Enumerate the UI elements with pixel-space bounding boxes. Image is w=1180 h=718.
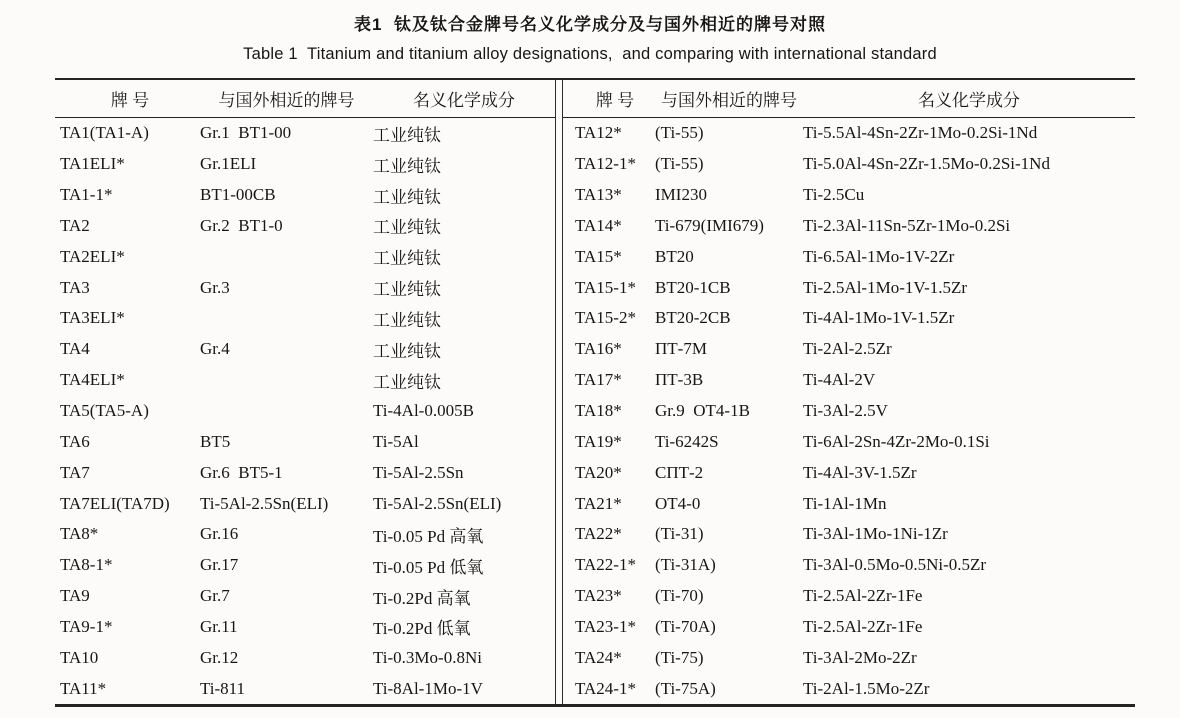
table-row xyxy=(563,211,1135,242)
designation-cell: TA24* xyxy=(575,647,622,667)
foreign-grade-cell: Gr.1ELI xyxy=(200,154,257,174)
table-row xyxy=(563,673,1135,704)
composition-cell: Ti-2Al-2.5Zr xyxy=(803,339,892,359)
composition-cell: Ti-6.5Al-1Mo-1V-2Zr xyxy=(803,246,955,266)
table-row xyxy=(563,519,1135,550)
designation-cell: TA5(TA5-A) xyxy=(60,401,149,421)
foreign-grade-cell: Gr.11 xyxy=(200,616,238,636)
composition-cell: Ti-5Al xyxy=(373,431,419,451)
composition-cell: Ti-2.5Al-2Zr-1Fe xyxy=(803,586,923,606)
designation-cell: TA15-1* xyxy=(575,277,636,297)
composition-cell: Ti-3Al-2.5V xyxy=(803,401,888,421)
designation-cell: TA7 xyxy=(60,462,90,482)
table-row xyxy=(55,457,555,488)
composition-cell: Ti-0.2Pd 低氧 xyxy=(373,619,471,639)
foreign-grade-cell: (Ti-75A) xyxy=(655,678,716,698)
designation-cell: TA17* xyxy=(575,370,622,390)
composition-cell: Ti-2Al-1.5Mo-2Zr xyxy=(803,678,930,698)
double-rule-divider xyxy=(555,80,563,704)
table-row xyxy=(55,365,555,396)
designation-cell: TA23* xyxy=(575,586,622,606)
designation-cell: TA11* xyxy=(60,678,107,698)
designation-cell: TA21* xyxy=(575,493,622,513)
header-designation: 牌 号 xyxy=(595,91,635,110)
composition-cell: 工业纯钛 xyxy=(373,125,441,145)
foreign-grade-cell: СПТ-2 xyxy=(655,462,704,482)
foreign-grade-cell: OT4-0 xyxy=(655,493,701,513)
foreign-grade-cell: ПТ-7M xyxy=(655,339,707,359)
foreign-grade-cell: (Ti-70A) xyxy=(655,616,716,636)
table-row xyxy=(563,642,1135,673)
designation-cell: TA10 xyxy=(60,647,99,667)
designation-cell: TA24-1* xyxy=(575,678,636,698)
foreign-grade-cell: Ti-679(IMI679) xyxy=(655,215,764,235)
foreign-grade-cell: Gr.2 BT1-0 xyxy=(200,215,283,235)
table-row xyxy=(563,118,1135,149)
foreign-grade-cell: (Ti-55) xyxy=(655,123,704,143)
foreign-grade-cell: Ti-811 xyxy=(200,678,246,698)
composition-cell: 工业纯钛 xyxy=(373,218,441,238)
designation-cell: TA22* xyxy=(575,524,622,544)
composition-cell: Ti-1Al-1Mn xyxy=(803,493,887,513)
designation-cell: TA15-2* xyxy=(575,308,636,328)
header-foreign-grade: 与国外相近的牌号 xyxy=(661,91,797,110)
table-row xyxy=(563,365,1135,396)
foreign-grade-cell: IMI230 xyxy=(655,185,707,205)
designation-cell: TA7ELI(TA7D) xyxy=(60,493,170,513)
alloy-designation-table xyxy=(55,78,1135,707)
table-row xyxy=(55,426,555,457)
composition-cell: Ti-0.3Mo-0.8Ni xyxy=(373,647,482,667)
composition-cell: Ti-0.2Pd 高氧 xyxy=(373,588,471,608)
foreign-grade-cell: Ti-5Al-2.5Sn(ELI) xyxy=(200,493,329,513)
designation-cell: TA13* xyxy=(575,185,622,205)
composition-cell: 工业纯钛 xyxy=(373,310,441,330)
table-row xyxy=(563,396,1135,427)
table-row xyxy=(55,612,555,643)
foreign-grade-cell: BT20-2CB xyxy=(655,308,731,328)
table-row xyxy=(55,673,555,704)
table-row xyxy=(563,180,1135,211)
designation-cell: TA19* xyxy=(575,431,622,451)
table-title-english: Table 1 Titanium and titanium alloy designations, and comparing with international standard xyxy=(243,45,937,63)
table-title-chinese: 表1 钛及钛合金牌号名义化学成分及与国外相近的牌号对照 xyxy=(354,15,826,34)
table-row xyxy=(55,211,555,242)
designation-cell: TA2 xyxy=(60,215,90,235)
header-composition: 名义化学成分 xyxy=(413,91,515,110)
composition-cell: Ti-4Al-0.005B xyxy=(373,401,474,421)
table-row xyxy=(563,149,1135,180)
composition-cell: 工业纯钛 xyxy=(373,156,441,176)
table-row xyxy=(563,334,1135,365)
foreign-grade-cell: Gr.16 xyxy=(200,524,239,544)
table-row xyxy=(55,180,555,211)
header-composition: 名义化学成分 xyxy=(918,91,1020,110)
table-row xyxy=(563,612,1135,643)
table-row xyxy=(563,550,1135,581)
table-row xyxy=(55,118,555,149)
foreign-grade-cell: BT1-00CB xyxy=(200,185,276,205)
foreign-grade-cell: (Ti-55) xyxy=(655,154,704,174)
right-table-body xyxy=(563,118,1135,704)
table-row xyxy=(563,581,1135,612)
composition-cell: Ti-2.5Al-1Mo-1V-1.5Zr xyxy=(803,277,968,297)
foreign-grade-cell: Gr.6 BT5-1 xyxy=(200,462,283,482)
left-table xyxy=(55,80,555,704)
designation-cell: TA12-1* xyxy=(575,154,636,174)
designation-cell: TA9 xyxy=(60,586,90,606)
designation-cell: TA1(TA1-A) xyxy=(60,123,149,143)
foreign-grade-cell: Gr.4 xyxy=(200,339,230,359)
foreign-grade-cell: (Ti-31A) xyxy=(655,555,716,575)
table-row xyxy=(55,272,555,303)
composition-cell: Ti-2.3Al-11Sn-5Zr-1Mo-0.2Si xyxy=(803,215,1011,235)
composition-cell: Ti-4Al-1Mo-1V-1.5Zr xyxy=(803,308,955,328)
composition-cell: Ti-6Al-2Sn-4Zr-2Mo-0.1Si xyxy=(803,431,990,451)
table-row xyxy=(563,426,1135,457)
composition-cell: Ti-5.5Al-4Sn-2Zr-1Mo-0.2Si-1Nd xyxy=(803,123,1038,143)
composition-cell: 工业纯钛 xyxy=(373,249,441,269)
table-row xyxy=(55,488,555,519)
foreign-grade-cell: Gr.9 OT4-1B xyxy=(655,401,750,421)
designation-cell: TA22-1* xyxy=(575,555,636,575)
designation-cell: TA20* xyxy=(575,462,622,482)
table-row xyxy=(563,241,1135,272)
designation-cell: TA15* xyxy=(575,246,622,266)
right-table-header xyxy=(563,80,1135,118)
composition-cell: Ti-3Al-1Mo-1Ni-1Zr xyxy=(803,524,948,544)
table-row xyxy=(55,241,555,272)
composition-cell: Ti-4Al-3V-1.5Zr xyxy=(803,462,917,482)
header-foreign-grade: 与国外相近的牌号 xyxy=(218,91,355,110)
composition-cell: Ti-4Al-2V xyxy=(803,370,876,390)
foreign-grade-cell: ПТ-3B xyxy=(655,370,704,390)
designation-cell: TA12* xyxy=(575,123,622,143)
foreign-grade-cell: Gr.12 xyxy=(200,647,239,667)
table-row xyxy=(563,457,1135,488)
table-row xyxy=(55,519,555,550)
table-row xyxy=(563,272,1135,303)
composition-cell: Ti-5.0Al-4Sn-2Zr-1.5Mo-0.2Si-1Nd xyxy=(803,154,1050,174)
foreign-grade-cell: Gr.1 BT1-00 xyxy=(200,123,292,143)
table-row xyxy=(55,581,555,612)
table-row xyxy=(55,334,555,365)
table-row xyxy=(55,396,555,427)
foreign-grade-cell: (Ti-31) xyxy=(655,524,704,544)
table-row xyxy=(563,303,1135,334)
composition-cell: 工业纯钛 xyxy=(373,372,441,392)
foreign-grade-cell: Gr.17 xyxy=(200,555,239,575)
composition-cell: Ti-0.05 Pd 低氧 xyxy=(373,557,484,577)
designation-cell: TA4ELI* xyxy=(60,370,125,390)
table-row xyxy=(563,488,1135,519)
left-table-header xyxy=(55,80,555,118)
table-row xyxy=(55,303,555,334)
composition-cell: Ti-2.5Cu xyxy=(803,185,865,205)
foreign-grade-cell: Ti-6242S xyxy=(655,431,719,451)
designation-cell: TA23-1* xyxy=(575,616,636,636)
designation-cell: TA1-1* xyxy=(60,185,113,205)
designation-cell: TA8-1* xyxy=(60,555,113,575)
designation-cell: TA3ELI* xyxy=(60,308,125,328)
foreign-grade-cell: (Ti-75) xyxy=(655,647,704,667)
designation-cell: TA14* xyxy=(575,215,622,235)
composition-cell: Ti-5Al-2.5Sn(ELI) xyxy=(373,493,502,513)
designation-cell: TA9-1* xyxy=(60,616,113,636)
composition-cell: 工业纯钛 xyxy=(373,341,441,361)
designation-cell: TA1ELI* xyxy=(60,154,125,174)
table-row xyxy=(55,550,555,581)
foreign-grade-cell: (Ti-70) xyxy=(655,586,704,606)
foreign-grade-cell: BT20-1CB xyxy=(655,277,731,297)
composition-cell: Ti-3Al-2Mo-2Zr xyxy=(803,647,917,667)
left-table-body xyxy=(55,118,555,704)
table-row xyxy=(55,642,555,673)
foreign-grade-cell: Gr.3 xyxy=(200,277,230,297)
foreign-grade-cell: BT5 xyxy=(200,431,231,451)
designation-cell: TA8* xyxy=(60,524,99,544)
composition-cell: Ti-2.5Al-2Zr-1Fe xyxy=(803,616,923,636)
designation-cell: TA2ELI* xyxy=(60,246,125,266)
table-row xyxy=(55,149,555,180)
right-table xyxy=(563,80,1135,704)
designation-cell: TA3 xyxy=(60,277,90,297)
composition-cell: 工业纯钛 xyxy=(373,280,441,300)
composition-cell: Ti-0.05 Pd 高氧 xyxy=(373,526,484,546)
composition-cell: Ti-5Al-2.5Sn xyxy=(373,462,464,482)
composition-cell: Ti-3Al-0.5Mo-0.5Ni-0.5Zr xyxy=(803,555,987,575)
composition-cell: Ti-8Al-1Mo-1V xyxy=(373,678,483,698)
designation-cell: TA18* xyxy=(575,401,622,421)
header-designation: 牌 号 xyxy=(110,91,150,110)
composition-cell: 工业纯钛 xyxy=(373,187,441,207)
foreign-grade-cell: BT20 xyxy=(655,246,694,266)
designation-cell: TA4 xyxy=(60,339,90,359)
designation-cell: TA16* xyxy=(575,339,622,359)
designation-cell: TA6 xyxy=(60,431,90,451)
foreign-grade-cell: Gr.7 xyxy=(200,586,230,606)
